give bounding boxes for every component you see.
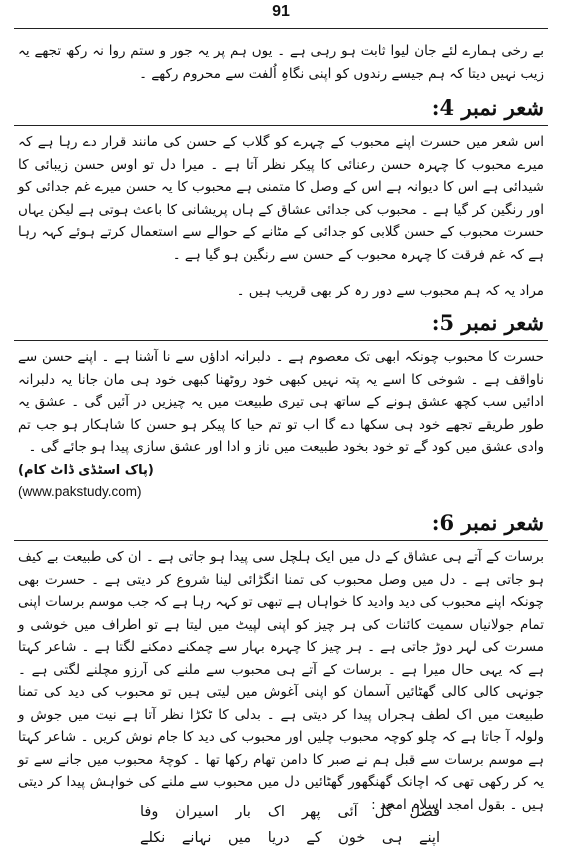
section-heading-4: شعر نمبر 4: [431,95,544,120]
verse-line-2: اپنے ہی خون کے دریا میں نہانے نکلے [140,830,440,846]
section-underline-5 [14,340,548,341]
page-number: 91 [272,3,290,20]
section-underline-6 [14,540,548,541]
section-6-paragraph-1: برسات کے آتے ہی عشاق کے دل میں ایک ہلچل سی پیدا ہو جاتی ہے ۔ ان کی طبیعت بے کیف ہو جاتی ہے ۔ دل میں وصل محبوب کی تمنا انگڑائی لینا شروع کر دیتی ہے ۔ حسرت بھی چونکہ اپنے محبوب کی دید وادید کا خواہاں ہے تبھی تو کہہ رہا ہے کہ جب موسم برسات اپنی تمام جولانیاں سمیت کائنات کی ہر چیز کو اپنی لپیٹ میں لیتا ہے تو اطراف میں خوشی و مسرت کی لہر دوڑ جاتی ہے ۔ ہر چیز کا چہرہ بہار سے چمکنے دمکنے لگتا ہے ۔ شاعر کہتا ہے کہ یہی حال میرا ہے ۔ برسات کے آتے ہی محبوب سے ملنے کی آرزو مچلنے لگتی ہے ۔ جونہی کالی کالی گھٹائیں آسمان کو اپنی آغوش میں لیتی ہیں تو محبوب کی دید کی تمنا طبیعت میں اک لطف ہجراں پیدا کر دیتی ہے ۔ بدلی کا ٹکڑا نظر آتا ہے نیت میں جوش و ولولہ آ جاتا ہے کہ چلو کوچہ محبوب چلیں اور محبوب کی دید کا جام نوش کریں ۔ شاعر کہتا ہے موسم برسات سے قبل ہم نے صبر کا دامن تھام رکھا تھا ۔ کوچۂ محبوب میں جانے سے تو یہ کر رکھی تھی کہ اچانک گھنگھور گھٹائیں دل میں محبوب سے ملنے کی خواہش پیدا کر دیتی ہیں ۔ بقول امجد اسلام امجد : [18,549,544,813]
watermark-url: (www.pakstudy.com) [18,484,142,499]
watermark-urdu: (پاک اسٹڈی ڈاٹ کام) [18,463,154,478]
section-4-paragraph-2: مراد یہ کہ ہم محبوب سے دور رہ کر بھی قریب ہیں ۔ [236,283,544,299]
section-5-paragraph-1: حسرت کا محبوب چونکہ ابھی تک معصوم ہے ۔ دلبرانہ اداؤں سے نا آشنا ہے ۔ اپنے حسن سے ناواقف ہے ۔ شوخی کا اسے یہ پتہ نہیں کبھی خود روٹھنا کبھی خود ہی مان جانا یہ دلبرانہ ادائیں سب کچھ عشق ہونے کے ساتھ ہی تیری طبیعت میں یہ چیزیں در آئیں گی ۔ عشق یہ طور طریقے تجھے خود ہی سکھا دے گا اب تو تم حیا کا پیکر ہو حسن کا شاہکار ہو جب تم وادی عشق میں کود گے تو خود بخود طبیعت میں ناز و ادا اور عشق سازی پیدا ہو جائے گی ۔ [18,349,544,455]
section-heading-6: شعر نمبر 6: [431,510,544,535]
intro-paragraph: بے رخی ہمارے لئے جان لیوا ثابت ہو رہی ہے ۔ یوں ہم پر یہ جور و ستم روا نہ رکھ تجھے یہ زیب نہیں دیتا کہ ہم جیسے رندوں کو اپنی نگاہِ اُلفت سے محروم رکھے ۔ [18,43,544,82]
section-underline-4 [14,125,548,126]
section-heading-5: شعر نمبر 5: [431,310,544,335]
header-rule [14,28,548,29]
section-4-paragraph-1: اس شعر میں حسرت اپنے محبوب کے چہرے کو گلاب کے حسن کی مانند قرار دے رہا ہے کہ میرے محبوب کا چہرہ حسن رعنائی کا پیکر نظر آتا ہے ۔ میرا دل تو اوس حسن زیبائی کا شیدائی ہے اس کا دیوانہ ہے اس کے وصل کا متمنی ہے محبوب کا یہ حسن میرے غم جدائی کو اور رنگین کر گیا ہے ۔ محبوب کی جدائی عشاق کے ہاں پریشانی کا باعث ہوتی ہے لیکن یہاں حسرت محبوب کے حسن گلابی کو جدائی کے مٹانے کے حوالے سے استعمال کرتے ہوئے کہہ رہا ہے کہ غم فرقت کا چہرہ محبوب کے حسن سے رنگین ہو گیا ہے ۔ [18,134,544,263]
verse-line-1: فصل گل آئی پھر اک بار اسیران وفا [140,804,440,820]
